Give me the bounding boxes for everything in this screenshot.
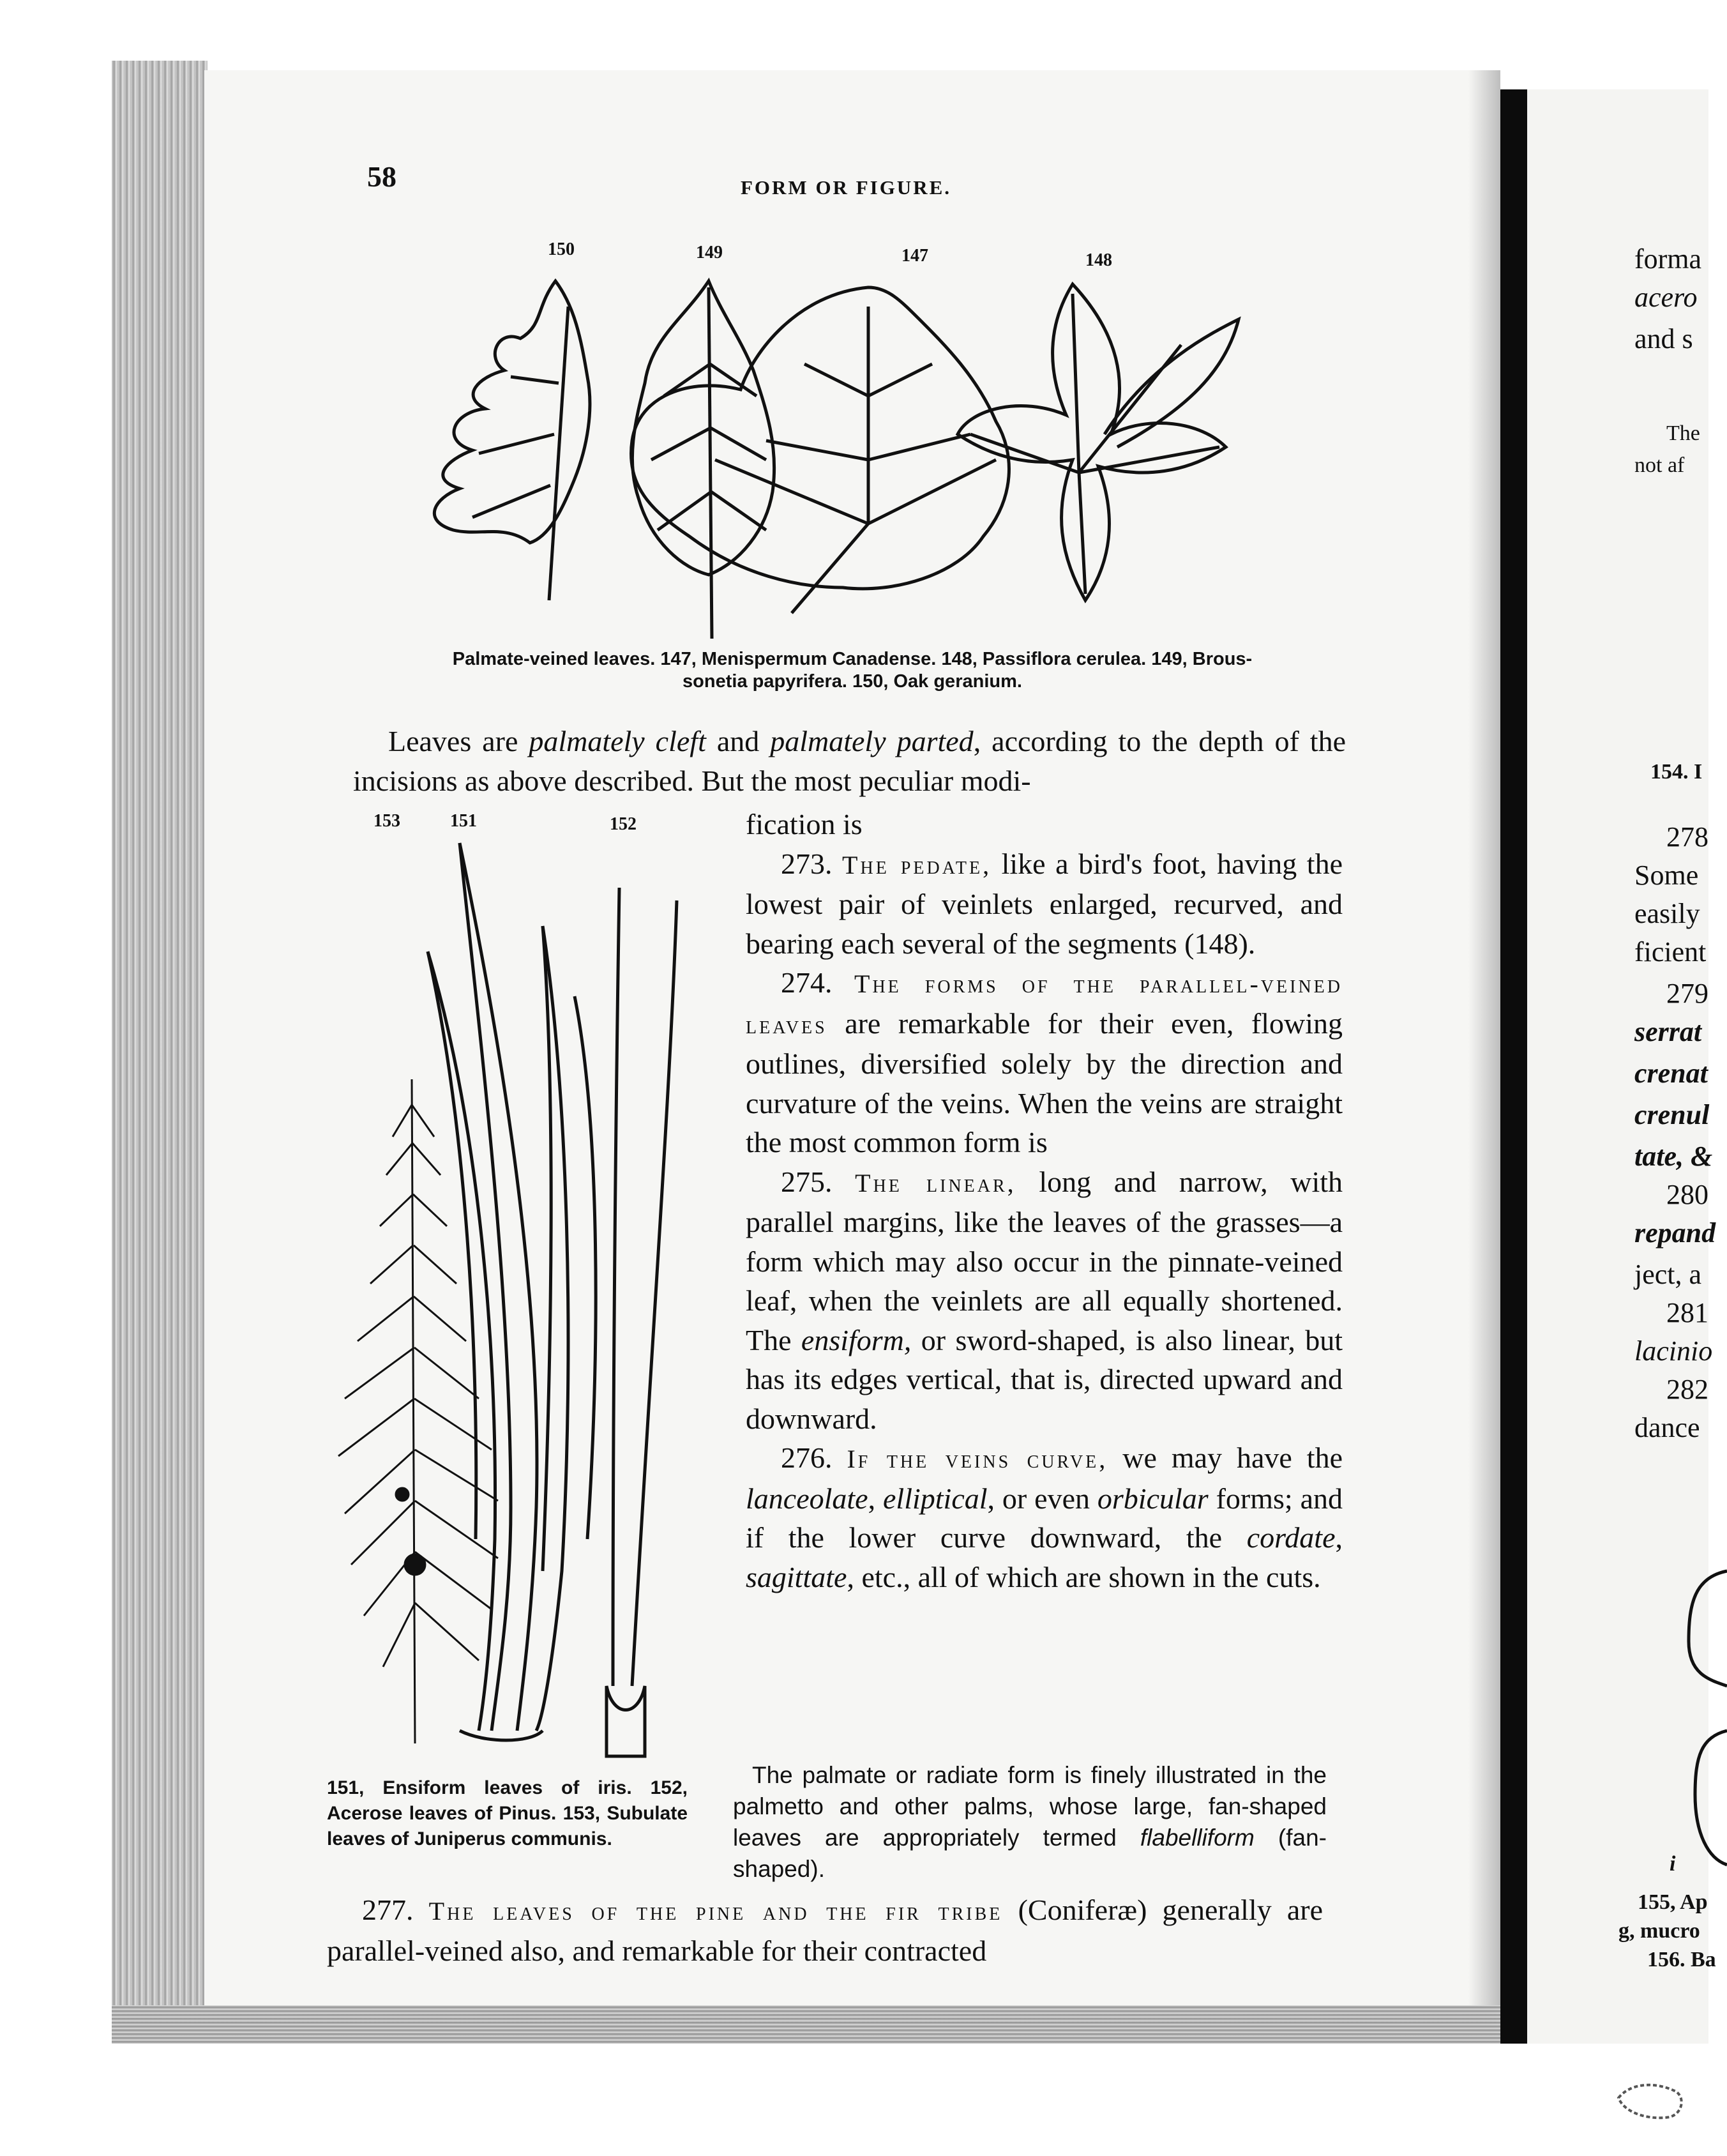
top-figure-caption [354,648,1350,693]
note-em-flabelliform: flabelliform [1140,1825,1255,1851]
right-page-fragment: 281 [1666,1297,1708,1328]
p276-sep-1: , [868,1482,883,1515]
intro-em-palmately-parted: palmately parted [770,725,974,757]
intro-text-b: and [705,725,771,757]
right-page-fragment: crenat [1634,1058,1708,1089]
figure-label-148: 148 [1085,250,1112,270]
p275-heading: The linear, [855,1168,1016,1197]
p273-text: like a bird's foot, having the lowest pair of veinlets enlarged, recurved, and bearing each several of the segments (148). [746,847,1343,960]
book-bottom-edges [112,2005,1507,2044]
right-page-fragment: 278 [1666,821,1708,853]
top-caption-line-1: Palmate-veined leaves. 147, Menispermum Canadense. 148, Passiflora cerulea. 149, Brous- [452,649,1253,669]
figure-label-149: 149 [696,243,723,262]
p277-number: 277. [362,1894,429,1926]
paragraph-275 [746,1162,1343,1439]
intro-em-palmately-cleft: palmately cleft [529,725,706,757]
note-text-b: (fan-shaped). [733,1825,1327,1882]
right-page-fragment: forma [1634,243,1702,275]
intro-paragraph [353,722,1346,800]
right-page-fragment: g, mucro [1618,1919,1700,1943]
page-gutter-shadow [1468,70,1500,2018]
p276-text-a: we may have the [1108,1441,1343,1474]
p276-sep-2: , [1335,1521,1343,1554]
broussonetia-leaf [632,281,774,575]
top-caption-line-2: sonetia papyrifera. 150, Oak geranium. [683,671,1022,692]
iris-leaves [428,843,596,1740]
p274-number: 274. [781,966,855,999]
right-page-fragment: acero [1634,282,1698,313]
right-page-fragment: i [1670,1852,1676,1876]
right-page-fragment: Some [1634,860,1699,891]
right-page-fragment: 154. I [1650,760,1703,784]
right-page-fragment: serrat [1634,1016,1702,1047]
p275-em-ensiform: ensiform, [801,1323,912,1356]
running-title: FORM OR FIGURE. [741,176,952,199]
p275-text-b: or sword-shaped, is also linear, but has its edges vertical, that is, directed upward and downward. [746,1323,1343,1435]
palmate-note [733,1759,1327,1885]
p276-number: 276. [781,1441,847,1474]
right-page-fragment: 279 [1666,978,1708,1009]
figure-label-150: 150 [548,239,575,259]
main-text-column [746,805,1343,1597]
right-page-fragment: ject, a [1634,1259,1702,1290]
right-page-fragment: 156. Ba [1647,1948,1716,1971]
modification-line: fication is [746,808,863,840]
figure-label-152: 152 [610,814,637,834]
side-figure-caption: 151, Ensiform leaves of iris. 152, Acerose leaves of Pinus. 153, Subulate leaves of Juniperus communis. [327,1777,688,1849]
page-number: 58 [367,160,396,193]
p276-heading: If the veins curve, [847,1445,1108,1473]
p275-number: 275. [781,1165,856,1198]
right-page-fragment: tate, & [1634,1141,1713,1172]
p276-em-orbicular: orbicular [1097,1482,1209,1515]
p276-em-elliptical: elliptical [883,1482,988,1515]
right-page-fragment: crenul [1634,1099,1710,1130]
right-page-fragment: dance [1634,1412,1700,1443]
right-page-fragment: 282 [1666,1374,1708,1405]
corner-smudge-mark [1612,2079,1689,2120]
figure-label-153: 153 [373,811,400,831]
note-text-a: The palmate or radiate form is finely illustrated in the palmetto and other palms, whose large, fan-shaped leaves are appropriately termed [733,1762,1327,1851]
paragraph-276 [746,1438,1343,1597]
p276-text-c: forms; and if the lower curve downward, the [746,1482,1343,1554]
p273-heading: The pedate, [842,850,992,879]
intro-text-a: Leaves are [388,725,529,757]
passiflora-leaf [958,284,1226,600]
book-page-edges [112,61,207,2040]
p275-text-a: long and narrow, with parallel margins, like the leaves of the grasses—a form which may also occur in the pinnate-veined leaf, when the veinlets are all equally shortened. The [746,1165,1343,1356]
pine-needles [607,888,677,1756]
p276-em-lanceolate: lanceolate [746,1482,868,1515]
right-page-fragment: lacinio [1634,1335,1713,1367]
figure-label-151: 151 [450,811,477,831]
right-page-fragment: and s [1634,323,1693,354]
right-page-fragment: 155, Ap [1638,1890,1708,1914]
p274-heading: The forms of the parallel-veined leaves [746,969,1343,1039]
p274-text: are remarkable for their even, flowing outlines, diversified solely by the direction and curvature of the veins. When the veins are straight the most common form is [746,1006,1343,1158]
p276-em-sagittate: sagittate [746,1560,847,1593]
right-page-leaf-outline [1676,1565,1727,1871]
figure-label-147: 147 [901,246,928,266]
right-page-fragment: repand [1634,1217,1716,1249]
right-page-fragment: 280 [1666,1179,1708,1210]
paragraph-273 [746,844,1343,964]
right-page-fragment: not af [1634,453,1685,477]
parallel-leaves-illustration [332,837,696,1769]
p273-number: 273. [781,847,843,880]
paragraph-277 [327,1890,1323,1970]
paragraph-274 [746,963,1343,1162]
p277-text: (Coniferæ) generally are parallel-veined also, and remarkable for their contracted [327,1894,1323,1967]
palmate-leaves-illustration [383,268,1315,651]
p276-text-d: , etc., all of which are shown in the cuts. [847,1560,1321,1593]
p276-em-cordate: cordate [1246,1521,1336,1554]
book-spine-gap [1500,89,1527,2044]
p277-heading: The leaves of the pine and the fir tribe [428,1897,1003,1925]
p276-text-b: , or even [987,1482,1097,1515]
intro-text-c: , according to the depth of the incisions as above described. But the most peculiar modi- [353,725,1346,797]
right-page-fragment: The [1666,421,1700,445]
right-page-fragment: ficient [1634,936,1707,968]
right-page-fragment: easily [1634,898,1700,929]
